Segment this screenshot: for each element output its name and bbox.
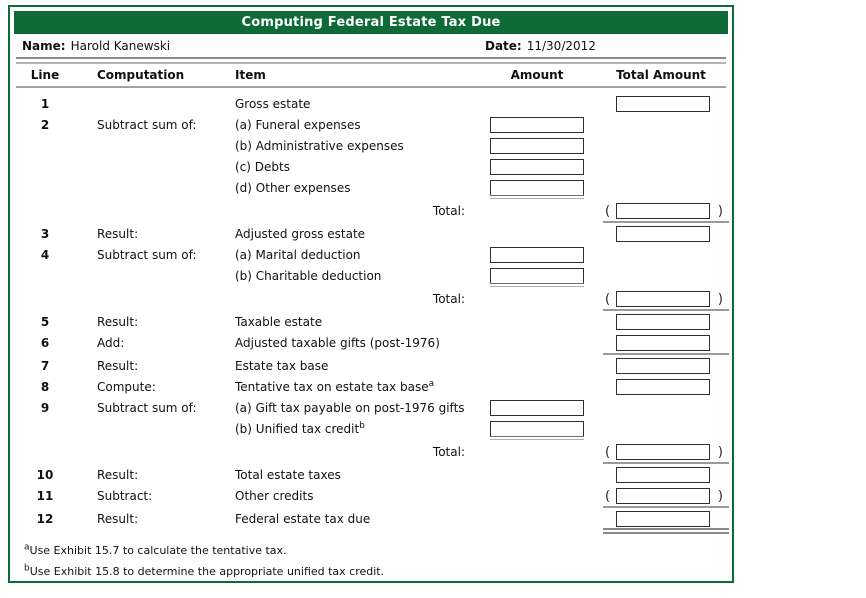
date-label: Date: (485, 39, 522, 53)
computation-label: Subtract sum of: (97, 248, 197, 262)
line-number (10, 266, 72, 287)
computation-label: Subtract: (97, 489, 153, 503)
amount-cell (484, 266, 590, 287)
total-amount-cell (590, 509, 732, 530)
paren-close: ) (717, 204, 723, 219)
amount-cell (484, 377, 590, 398)
total-amount-cell (590, 115, 732, 136)
computation-label (72, 201, 212, 222)
amount-input[interactable] (490, 159, 584, 175)
total-amount-input[interactable] (616, 467, 710, 483)
name-value: Harold Kanewski (70, 39, 171, 53)
footnote-marker: b (359, 421, 365, 431)
footnote-marker: a (24, 542, 30, 553)
table-row (10, 224, 732, 245)
line-number: 12 (36, 512, 54, 526)
total-amount-cell (590, 465, 732, 486)
total-amount-cell (590, 377, 732, 398)
amount-cell (484, 398, 590, 419)
sum-underline (490, 283, 584, 287)
total-amount-cell (590, 312, 732, 333)
table-row (10, 201, 732, 222)
line-number: 8 (40, 380, 50, 394)
amount-input[interactable] (490, 421, 584, 437)
line-number: 5 (40, 315, 50, 329)
amount-input[interactable] (490, 247, 584, 263)
computation-label (72, 178, 212, 199)
total-amount-input[interactable] (616, 379, 710, 395)
line-number (10, 157, 72, 178)
total-amount-cell (590, 419, 732, 440)
item-label: Total: (432, 445, 465, 459)
computation-label (72, 136, 212, 157)
computation-label: Compute: (97, 380, 156, 394)
table-row (10, 94, 732, 115)
computation-label: Add: (97, 336, 125, 350)
table-row (10, 377, 732, 398)
table-row (10, 356, 732, 377)
worksheet-rows (10, 94, 732, 530)
amount-cell (484, 509, 590, 530)
item-label: (a) Gift tax payable on post-1976 gifts (235, 401, 465, 415)
computation-label (72, 157, 212, 178)
item-label: Federal estate tax due (235, 512, 371, 526)
amount-cell (484, 419, 590, 440)
column-header-line: Line (30, 68, 60, 82)
total-amount-cell (590, 486, 732, 507)
item-label: Tentative tax on estate tax base$^a$ (235, 379, 435, 394)
amount-cell (484, 486, 590, 507)
item-label: Adjusted taxable gifts (post-1976) (235, 336, 440, 350)
computation-label (72, 289, 212, 310)
line-number (10, 289, 72, 310)
date-group (485, 35, 596, 57)
amount-cell (484, 157, 590, 178)
line-number (10, 442, 72, 463)
item-label: Total estate taxes (235, 468, 341, 482)
line-number: 2 (40, 118, 50, 132)
amount-cell (484, 245, 590, 266)
computation-label: Result: (97, 468, 139, 482)
column-header-row (10, 64, 732, 86)
footnote-marker: b (24, 563, 30, 574)
computation-label (72, 419, 212, 440)
amount-cell (484, 356, 590, 377)
amount-cell (484, 442, 590, 463)
total-amount-input[interactable] (616, 444, 710, 460)
line-number (10, 136, 72, 157)
total-amount-input[interactable] (616, 488, 710, 504)
total-amount-cell (590, 333, 732, 354)
computation-label (72, 266, 212, 287)
item-label: Total: (432, 292, 465, 306)
computation-label: Subtract sum of: (97, 118, 197, 132)
form-title: Computing Federal Estate Tax Due (14, 11, 728, 34)
footnote: $^b$Use Exhibit 15.8 to determine the appropriate unified tax credit. (24, 563, 385, 578)
amount-cell (484, 465, 590, 486)
amount-cell (484, 289, 590, 310)
total-amount-cell (590, 157, 732, 178)
total-amount-cell (590, 94, 732, 115)
column-rule (603, 528, 729, 534)
total-amount-cell (590, 224, 732, 245)
column-rule (603, 221, 729, 223)
table-row (10, 465, 732, 486)
table-row (10, 115, 732, 136)
amount-input[interactable] (490, 268, 584, 284)
table-row (10, 178, 732, 199)
line-number (10, 419, 72, 440)
amount-input[interactable] (490, 180, 584, 196)
amount-cell (484, 178, 590, 199)
item-label: (a) Marital deduction (235, 248, 361, 262)
item-label: (c) Debts (235, 160, 290, 174)
item-label: (b) Unified tax credit$^b$ (235, 421, 365, 436)
table-row (10, 442, 732, 463)
amount-input[interactable] (490, 138, 584, 154)
table-row (10, 157, 732, 178)
line-number: 9 (40, 401, 50, 415)
line-number: 7 (40, 359, 50, 373)
table-row (10, 419, 732, 440)
line-number: 4 (40, 248, 50, 262)
computation-label: Result: (97, 359, 139, 373)
column-rule (603, 506, 729, 508)
line-number: 1 (40, 97, 50, 111)
paren-open: ( (605, 292, 611, 307)
column-header-item: Item (235, 68, 266, 82)
column-header-amount: Amount (510, 68, 564, 82)
paren-open: ( (605, 204, 611, 219)
column-rule (603, 309, 729, 311)
computation-label: Result: (97, 227, 139, 241)
item-label: Other credits (235, 489, 314, 503)
paren-close: ) (717, 489, 723, 504)
total-amount-cell (590, 442, 732, 463)
item-label: Taxable estate (235, 315, 323, 329)
table-row (10, 245, 732, 266)
computation-label: Subtract sum of: (97, 401, 197, 415)
amount-cell (484, 115, 590, 136)
table-row (10, 486, 732, 507)
amount-input[interactable] (490, 400, 584, 416)
footnote: $^a$Use Exhibit 15.7 to calculate the tentative tax. (24, 542, 287, 557)
sum-underline (490, 195, 584, 199)
amount-cell (484, 94, 590, 115)
footnotes (10, 540, 732, 582)
header-divider-double (16, 57, 726, 64)
paren-open: ( (605, 489, 611, 504)
table-row (10, 333, 732, 354)
computation-label: Result: (97, 512, 139, 526)
total-amount-cell (590, 356, 732, 377)
table-row (10, 312, 732, 333)
amount-cell (484, 201, 590, 222)
estate-tax-form (8, 5, 734, 583)
item-label: Gross estate (235, 97, 311, 111)
line-number: 10 (36, 468, 54, 482)
total-amount-input[interactable] (616, 96, 710, 112)
total-amount-cell (590, 398, 732, 419)
date-value: 11/30/2012 (526, 39, 596, 53)
computation-label (72, 442, 212, 463)
line-number (10, 178, 72, 199)
column-header-total-amount: Total Amount (616, 68, 706, 82)
paren-open: ( (605, 445, 611, 460)
table-row (10, 398, 732, 419)
item-label: (d) Other expenses (235, 181, 351, 195)
total-amount-input[interactable] (616, 226, 710, 242)
computation-label (72, 94, 212, 115)
table-row (10, 509, 732, 530)
item-label: Total: (432, 204, 465, 218)
column-rule (603, 353, 729, 355)
total-amount-input[interactable] (616, 203, 710, 219)
table-row (10, 289, 732, 310)
amount-input[interactable] (490, 117, 584, 133)
item-label: (b) Charitable deduction (235, 269, 382, 283)
amount-cell (484, 312, 590, 333)
column-rule (603, 462, 729, 464)
total-amount-cell (590, 136, 732, 157)
amount-cell (484, 136, 590, 157)
total-amount-input[interactable] (616, 335, 710, 351)
line-number (10, 201, 72, 222)
item-label: (b) Administrative expenses (235, 139, 404, 153)
total-amount-input[interactable] (616, 511, 710, 527)
amount-cell (484, 333, 590, 354)
line-number: 3 (40, 227, 50, 241)
item-label: Adjusted gross estate (235, 227, 366, 241)
amount-cell (484, 224, 590, 245)
item-label: Estate tax base (235, 359, 329, 373)
sum-underline (490, 436, 584, 440)
total-amount-cell (590, 178, 732, 199)
name-date-row (10, 35, 732, 57)
total-amount-input[interactable] (616, 291, 710, 307)
total-amount-cell (590, 245, 732, 266)
column-header-underline (16, 86, 726, 88)
table-row (10, 136, 732, 157)
total-amount-input[interactable] (616, 358, 710, 374)
total-amount-cell (590, 201, 732, 222)
computation-label: Result: (97, 315, 139, 329)
total-amount-input[interactable] (616, 314, 710, 330)
table-row (10, 266, 732, 287)
paren-close: ) (717, 445, 723, 460)
line-number: 11 (36, 489, 54, 503)
line-number: 6 (40, 336, 50, 350)
item-label: (a) Funeral expenses (235, 118, 361, 132)
paren-close: ) (717, 292, 723, 307)
total-amount-cell (590, 266, 732, 287)
column-header-computation: Computation (97, 68, 185, 82)
name-label: Name: (22, 39, 66, 53)
footnote-marker: a (428, 379, 435, 389)
total-amount-cell (590, 289, 732, 310)
